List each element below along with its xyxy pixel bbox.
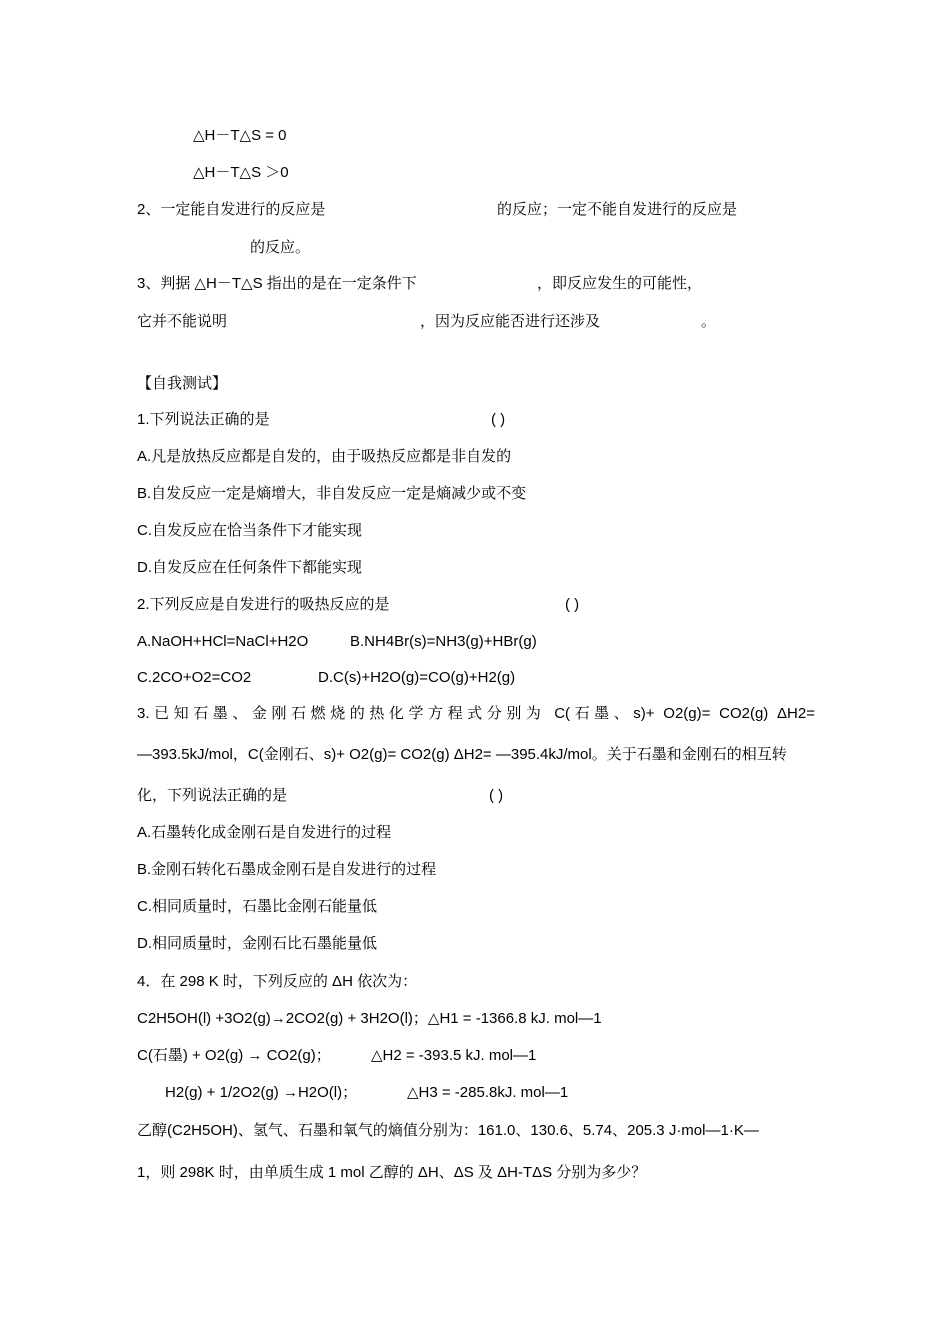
p1-option-d: D.自发反应在任何条件下都能实现 bbox=[137, 559, 363, 576]
p1-option-a: A.凡是放热反应都是自发的，由于吸热反应都是非自发的 bbox=[137, 448, 512, 465]
p2-stem: 2.下列反应是自发进行的吸热反应的是 bbox=[137, 596, 390, 613]
p4-reaction-2-enthalpy: △H2 = -393.5 kJ. mol—1 bbox=[371, 1047, 537, 1064]
q2-part3: 的反应。 bbox=[250, 239, 311, 256]
p3-line-3: 化，下列说法正确的是 bbox=[137, 787, 288, 804]
q3-part1: 3、判据 △H－T△S 指出的是在一定条件下 bbox=[137, 275, 417, 292]
q3-part3: 它并不能说明 bbox=[137, 313, 228, 330]
q2-part1: 2、一定能自发进行的反应是 bbox=[137, 201, 326, 218]
p1-stem: 1.下列说法正确的是 bbox=[137, 411, 270, 428]
p1-option-b: B.自发反应一定是熵增大，非自发反应一定是熵减少或不变 bbox=[137, 485, 527, 502]
p2-option-a: A.NaOH+HCl=NaCl+H2O bbox=[137, 633, 309, 650]
p3-option-a: A.石墨转化成金刚石是自发进行的过程 bbox=[137, 824, 392, 841]
q3-part4: ，因为反应能否进行还涉及 bbox=[420, 313, 601, 330]
p2-answer-bracket: ( ) bbox=[565, 596, 580, 613]
self-test-heading: 【自我测试】 bbox=[137, 375, 228, 392]
p1-option-c: C.自发反应在恰当条件下才能实现 bbox=[137, 522, 363, 539]
p3-option-c: C.相同质量时，石墨比金刚石能量低 bbox=[137, 898, 378, 915]
equation-equal-zero: △H－T△S = 0 bbox=[193, 127, 287, 144]
q2-part2: 的反应；一定不能自发进行的反应是 bbox=[497, 201, 738, 218]
q3-part2: ，即反应发生的可能性， bbox=[537, 275, 703, 292]
p4-stem: 4．在 298 K 时，下列反应的 ΔH 依次为： bbox=[137, 973, 418, 990]
p3-line-2: —393.5kJ/mol，C(金刚石、s)+ O2(g)= CO2(g) ΔH2= —395.4kJ/mol。关于石墨和金刚石的相互转 bbox=[137, 746, 787, 763]
p3-option-b: B.金刚石转化石墨成金刚石是自发进行的过程 bbox=[137, 861, 437, 878]
p4-entropy-values: 乙醇(C2H5OH)、氢气、石墨和氧气的熵值分别为：161.0、130.6、5.74、205.3 J·mol—1·K— bbox=[137, 1122, 759, 1139]
equation-greater-zero: △H－T△S ＞0 bbox=[193, 164, 289, 181]
p3-answer-bracket: ( ) bbox=[489, 787, 504, 804]
p3-option-d: D.相同质量时，金刚石比石墨能量低 bbox=[137, 935, 378, 952]
p1-answer-bracket: ( ) bbox=[491, 411, 506, 428]
p3-line-1: 3.已知石墨、金刚石燃烧的热化学方程式分别为 C(石墨、s)+ O2(g)= CO2(g) ΔH2= bbox=[137, 705, 815, 722]
p2-option-c: C.2CO+O2=CO2 bbox=[137, 669, 252, 686]
p4-reaction-3-equation: H2(g) + 1/2O2(g) →H2O(l)； bbox=[165, 1084, 358, 1101]
p4-reaction-2-equation: C(石墨) + O2(g) → CO2(g)； bbox=[137, 1047, 331, 1064]
p2-option-d: D.C(s)+H2O(g)=CO(g)+H2(g) bbox=[318, 669, 516, 686]
p4-question: 1，则 298K 时，由单质生成 1 mol 乙醇的 ΔH、ΔS 及 ΔH-TΔS 分别为多少？ bbox=[137, 1164, 647, 1181]
p4-reaction-3-enthalpy: △H3 = -285.8kJ. mol—1 bbox=[407, 1084, 569, 1101]
q3-part5: 。 bbox=[701, 313, 717, 330]
p4-reaction-1: C2H5OH(l) +3O2(g)→2CO2(g) + 3H2O(l)；△H1 = -1366.8 kJ. mol—1 bbox=[137, 1010, 602, 1027]
p2-option-b: B.NH4Br(s)=NH3(g)+HBr(g) bbox=[350, 633, 537, 650]
